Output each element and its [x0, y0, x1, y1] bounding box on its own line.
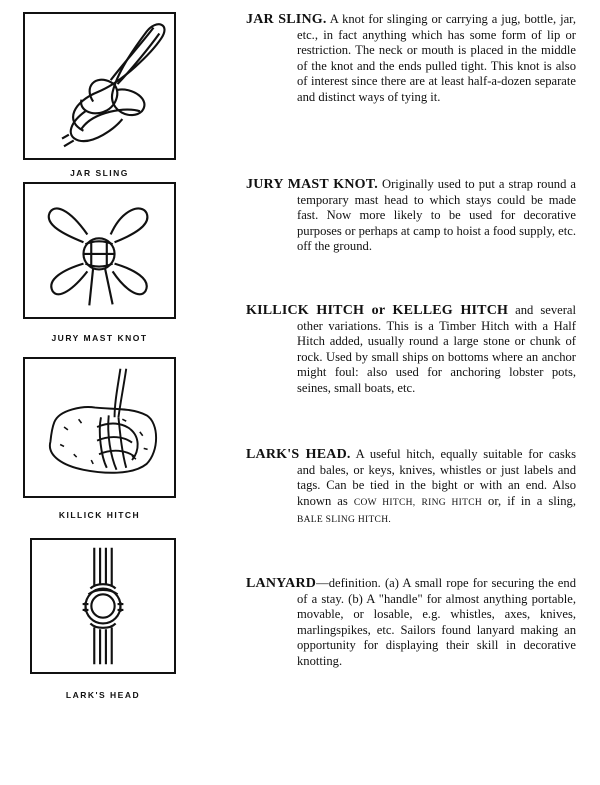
killick-hitch-illustration — [23, 357, 176, 498]
jury-mast-caption: JURY MAST KNOT — [51, 333, 148, 343]
entry-heading: LARK'S HEAD. — [246, 447, 351, 462]
jar-sling-illustration — [23, 12, 176, 160]
entry-jar-sling — [246, 12, 576, 106]
small-caps-term: COW HITCH, — [353, 497, 416, 508]
entry-text: A knot for slinging or carrying a jug, bottle, jar, etc., in fact anything which has some form of lip or restriction. The neck or mouth is placed in the middle of the knot and the ends pulled tight. This knot is also of interest since there are at least half-a-dozen separate and distinct ways of tying it. — [297, 12, 576, 104]
entry-heading: JURY MAST KNOT. — [246, 177, 378, 192]
small-caps-term: BALE SLING HITCH. — [297, 515, 392, 526]
larks-head-caption: LARK'S HEAD — [65, 690, 141, 700]
jury-mast-illustration — [23, 182, 176, 319]
jar-sling-knot-icon — [25, 14, 174, 158]
entry-text: A useful hitch, equally suitable for casks and bales, or keys, knives, whistles or just labels and tags. Can be tied in the bight or with an end. Also known as — [297, 447, 576, 508]
entry-lanyard — [246, 576, 576, 670]
entry-heading: LANYARD — [246, 576, 317, 591]
killick-hitch-caption: KILLICK HITCH — [58, 510, 141, 520]
entry-larks-head — [246, 447, 576, 529]
entry-text: or, if in a sling, — [488, 493, 576, 508]
killick-hitch-icon — [25, 359, 174, 496]
entry-jury-mast-knot — [246, 177, 576, 255]
entry-text: Originally used to put a strap round a temporary mast head to which stays could be made fast. Now more likely to be used for decorative purposes or perhaps at camp to hoist a food supply, etc. off the ground. — [297, 177, 576, 254]
entry-text: —definition. (a) A small rope for securing the end of a stay. (b) A "handle" for almost anything portable, movable, or losable, e.g. whistles, axes, knives, marlingspikes, etc. Sailors found lanyard making an opportunity for displaying their skill in decorative knotting. — [297, 576, 576, 668]
entry-text: and several other variations. This is a Timber Hitch with a Half Hitch added, usually round a large stone or chunk of rock. Used by small ships on bottoms where an anchor might foul: also used for anchoring lobster pots, seines, small boats, etc. — [297, 303, 576, 395]
jury-mast-knot-icon — [25, 184, 174, 317]
entry-killick-hitch — [246, 303, 576, 397]
entry-heading: KILLICK HITCH or KELLEG HITCH — [246, 303, 509, 318]
small-caps-term: RING HITCH — [421, 497, 483, 508]
jar-sling-caption: JAR SLING — [70, 168, 129, 178]
entry-heading: JAR SLING. — [246, 12, 327, 27]
larks-head-icon — [32, 540, 174, 672]
larks-head-illustration — [30, 538, 176, 674]
